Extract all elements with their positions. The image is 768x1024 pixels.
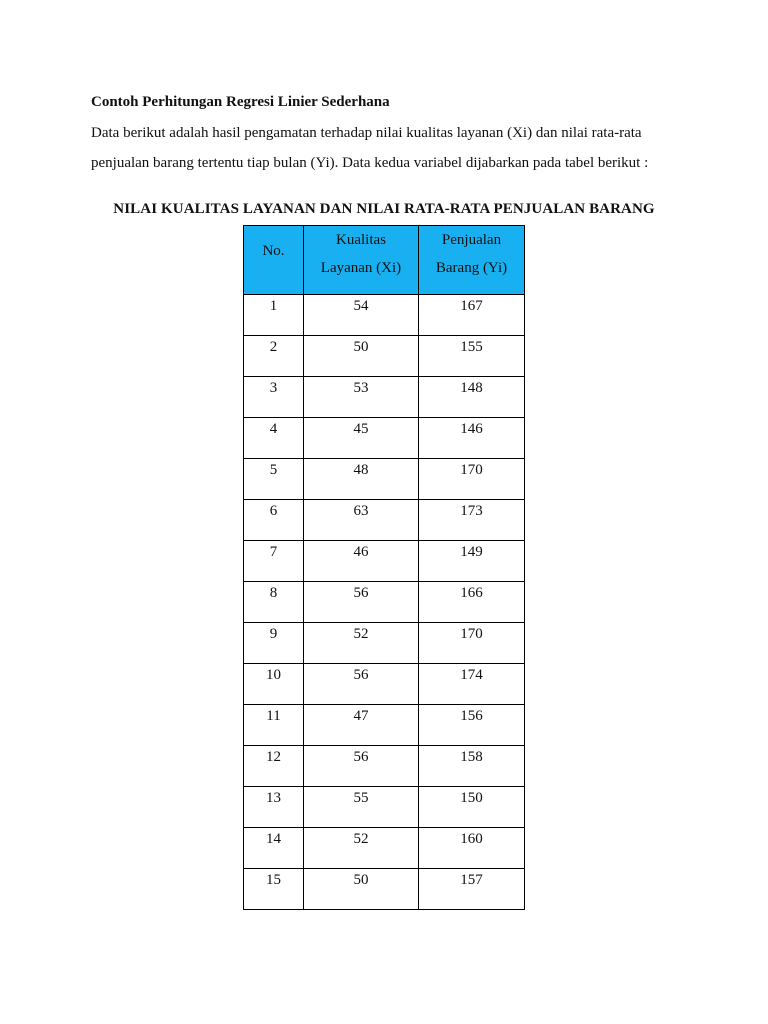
table-row bbox=[244, 541, 525, 582]
header-quality bbox=[304, 226, 419, 295]
cell-no: 3 bbox=[244, 377, 304, 418]
cell-no: 5 bbox=[244, 459, 304, 500]
intro-paragraph-line: penjualan barang tertentu tiap bulan (Yi). Data kedua variabel dijabarkan pada tabel berikut : bbox=[91, 155, 649, 171]
cell-sales: 160 bbox=[419, 828, 525, 869]
table-row bbox=[244, 377, 525, 418]
cell-quality: 55 bbox=[304, 787, 419, 828]
cell-sales: 174 bbox=[419, 664, 525, 705]
cell-quality: 63 bbox=[304, 500, 419, 541]
cell-sales: 173 bbox=[419, 500, 525, 541]
cell-no: 13 bbox=[244, 787, 304, 828]
table-row bbox=[244, 787, 525, 828]
cell-sales: 170 bbox=[419, 459, 525, 500]
table-row bbox=[244, 664, 525, 705]
cell-quality: 46 bbox=[304, 541, 419, 582]
cell-no: 8 bbox=[244, 582, 304, 623]
cell-sales: 146 bbox=[419, 418, 525, 459]
table-header-row bbox=[244, 226, 525, 295]
cell-quality: 54 bbox=[304, 295, 419, 336]
cell-quality: 47 bbox=[304, 705, 419, 746]
cell-quality: 56 bbox=[304, 582, 419, 623]
intro-paragraph-line: Data berikut adalah hasil pengamatan terhadap nilai kualitas layanan (Xi) dan nilai rata-rata bbox=[91, 125, 642, 141]
cell-quality: 53 bbox=[304, 377, 419, 418]
header-no bbox=[244, 226, 304, 295]
cell-quality: 52 bbox=[304, 623, 419, 664]
table-row bbox=[244, 869, 525, 910]
header-quality-line: Kualitas bbox=[336, 232, 386, 248]
cell-quality: 48 bbox=[304, 459, 419, 500]
cell-no: 7 bbox=[244, 541, 304, 582]
header-no-label: No. bbox=[262, 243, 285, 259]
cell-quality: 56 bbox=[304, 664, 419, 705]
cell-no: 4 bbox=[244, 418, 304, 459]
cell-quality: 56 bbox=[304, 746, 419, 787]
cell-no: 1 bbox=[244, 295, 304, 336]
cell-sales: 158 bbox=[419, 746, 525, 787]
cell-no: 12 bbox=[244, 746, 304, 787]
table-row bbox=[244, 418, 525, 459]
cell-quality: 45 bbox=[304, 418, 419, 459]
header-sales bbox=[419, 226, 525, 295]
cell-no: 9 bbox=[244, 623, 304, 664]
table-row bbox=[244, 459, 525, 500]
table-row bbox=[244, 828, 525, 869]
table-row bbox=[244, 582, 525, 623]
table-title: NILAI KUALITAS LAYANAN DAN NILAI RATA-RATA PENJUALAN BARANG bbox=[113, 201, 655, 217]
cell-sales: 167 bbox=[419, 295, 525, 336]
table-body bbox=[244, 295, 525, 910]
cell-sales: 166 bbox=[419, 582, 525, 623]
cell-sales: 150 bbox=[419, 787, 525, 828]
table-row bbox=[244, 336, 525, 377]
cell-no: 14 bbox=[244, 828, 304, 869]
cell-sales: 148 bbox=[419, 377, 525, 418]
cell-no: 11 bbox=[244, 705, 304, 746]
cell-no: 2 bbox=[244, 336, 304, 377]
header-sales-line: Penjualan bbox=[441, 232, 502, 248]
table-row bbox=[244, 295, 525, 336]
document-heading: Contoh Perhitungan Regresi Linier Sederhana bbox=[91, 94, 390, 110]
cell-sales: 155 bbox=[419, 336, 525, 377]
cell-sales: 170 bbox=[419, 623, 525, 664]
cell-sales: 156 bbox=[419, 705, 525, 746]
table-row bbox=[244, 705, 525, 746]
cell-sales: 149 bbox=[419, 541, 525, 582]
cell-no: 10 bbox=[244, 664, 304, 705]
table-row bbox=[244, 623, 525, 664]
cell-quality: 50 bbox=[304, 869, 419, 910]
cell-quality: 52 bbox=[304, 828, 419, 869]
table-row bbox=[244, 500, 525, 541]
cell-no: 6 bbox=[244, 500, 304, 541]
intro-paragraph bbox=[91, 118, 691, 178]
header-sales-line: Barang (Yi) bbox=[435, 260, 508, 276]
cell-sales: 157 bbox=[419, 869, 525, 910]
data-table bbox=[243, 225, 525, 910]
header-quality-line: Layanan (Xi) bbox=[320, 260, 402, 276]
cell-quality: 50 bbox=[304, 336, 419, 377]
table-row bbox=[244, 746, 525, 787]
cell-no: 15 bbox=[244, 869, 304, 910]
